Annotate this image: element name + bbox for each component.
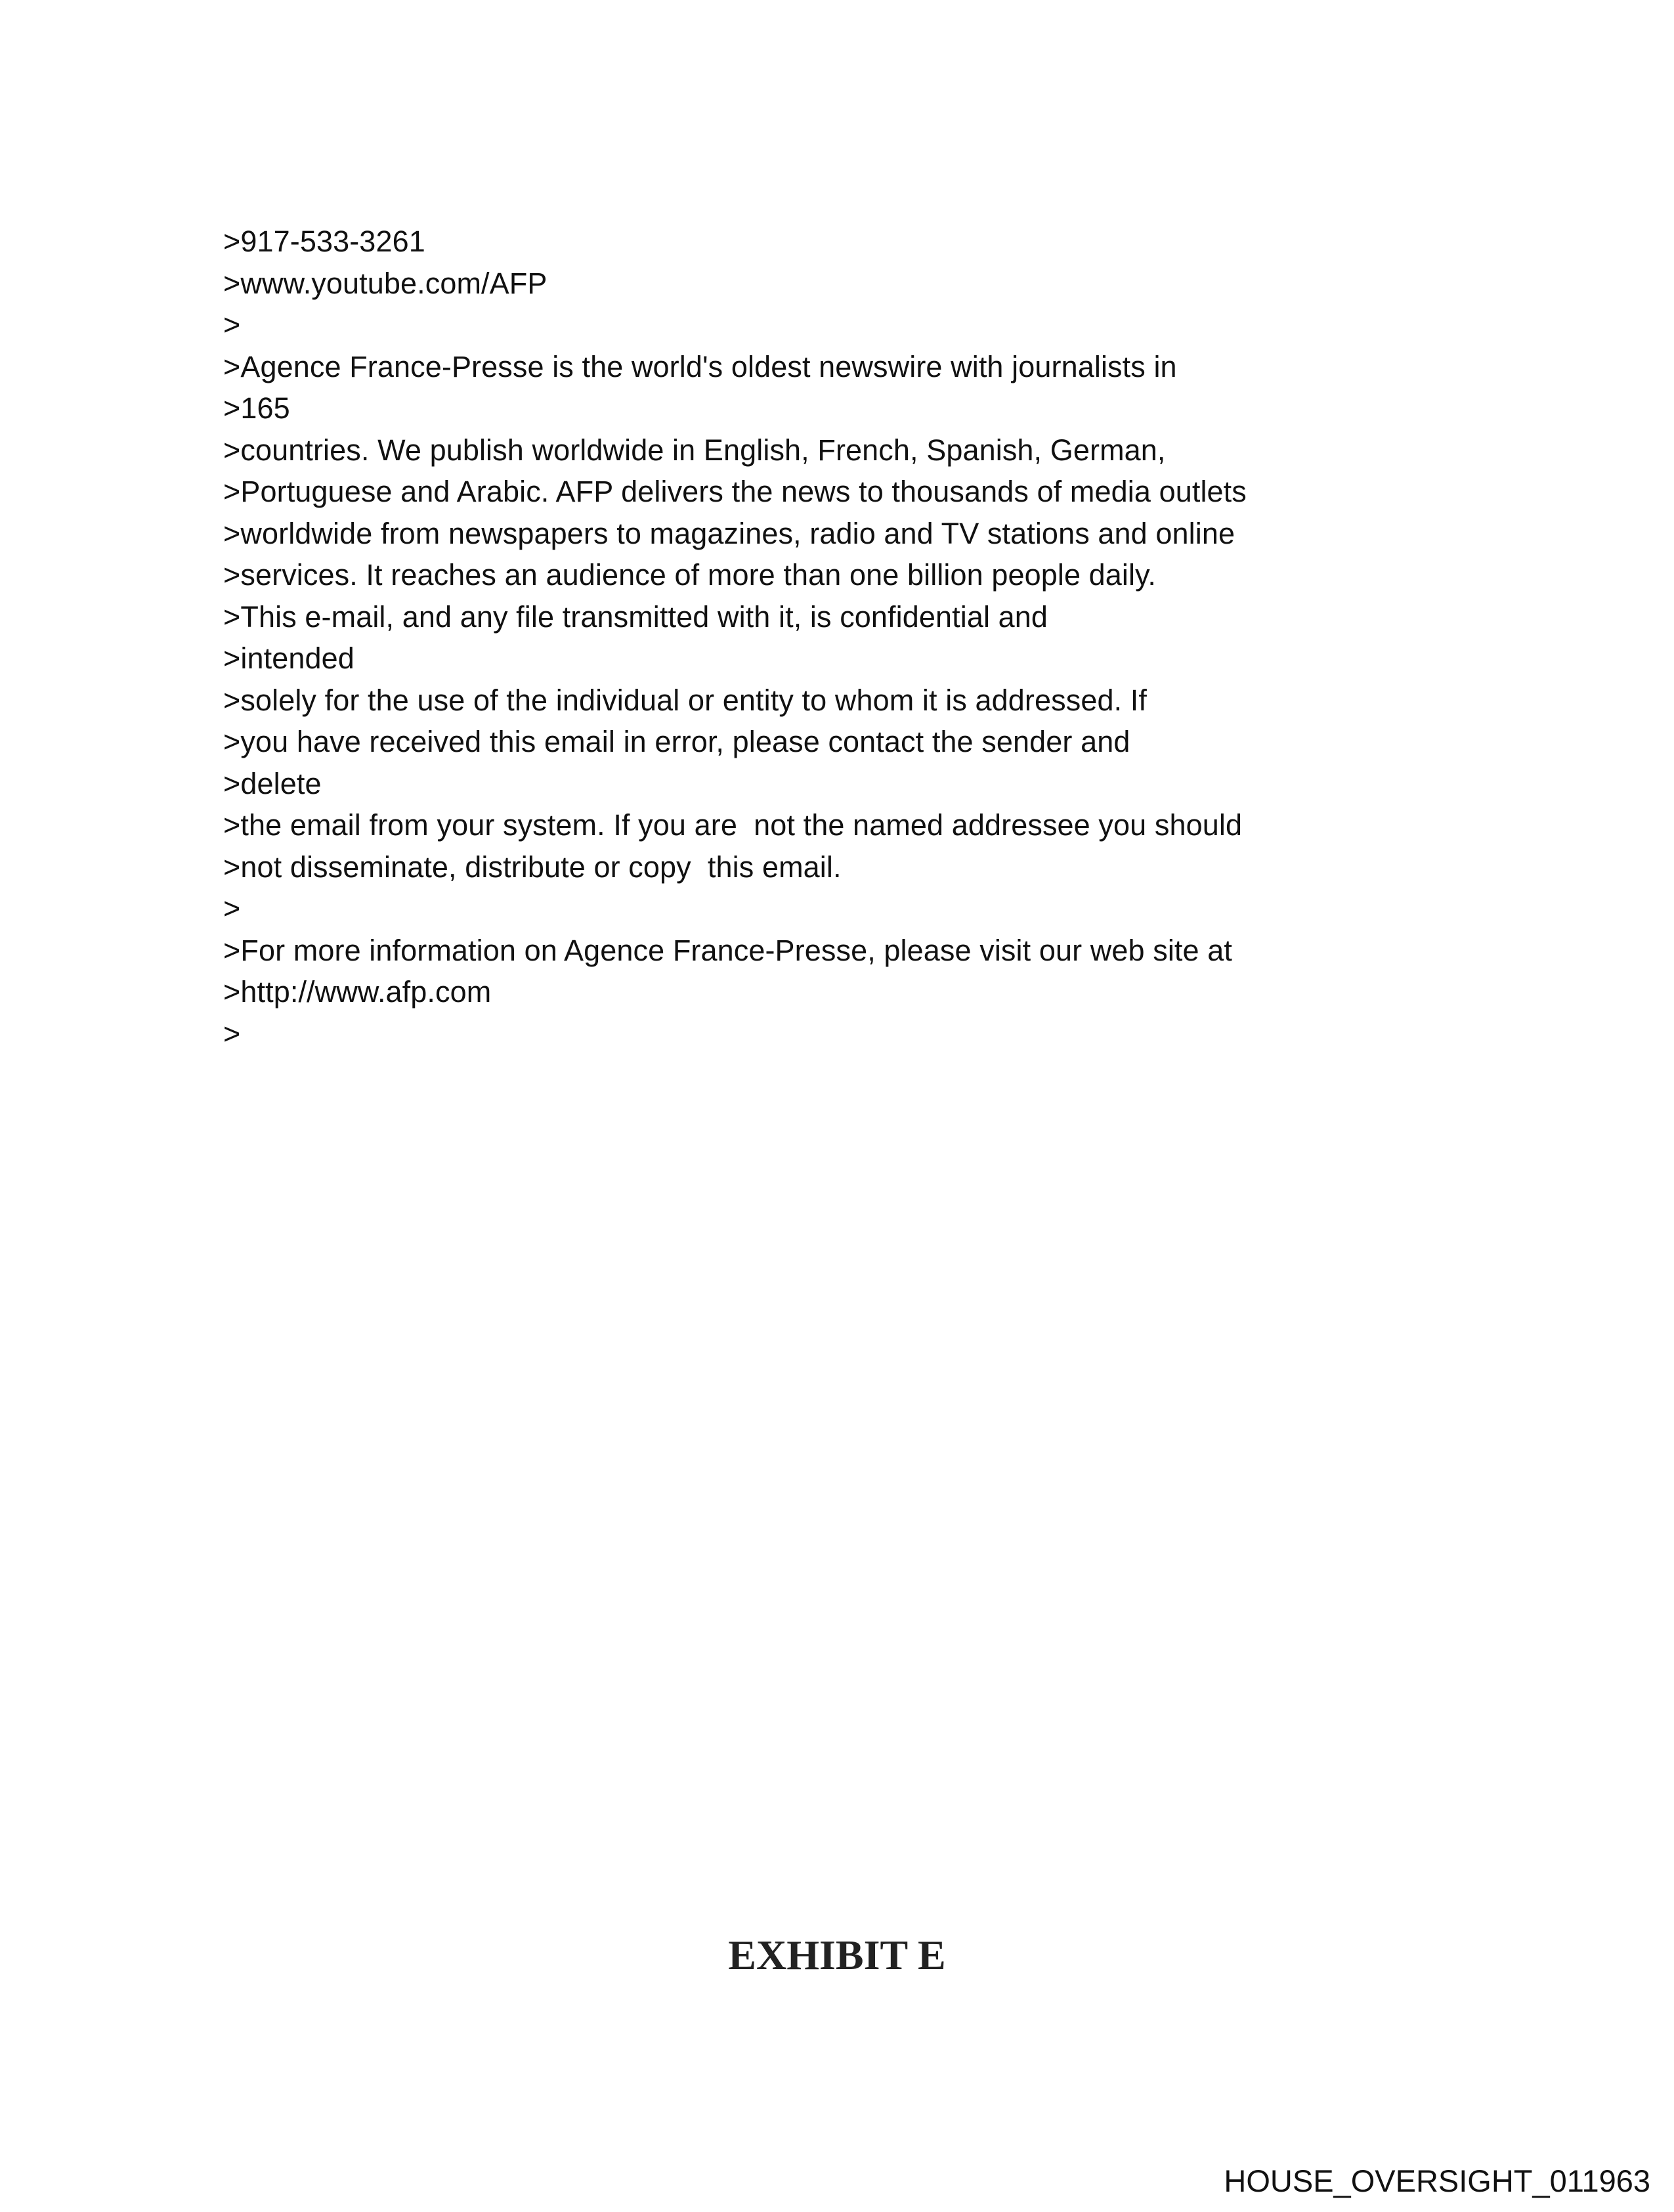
email-line-phone: >917-533-3261 [223,225,425,258]
email-quoted-body [223,221,1405,1054]
email-line: >Agence France-Presse is the world's oldest newswire with journalists in [223,349,1177,383]
email-line-disclaimer: >not disseminate, distribute or copy this email. [223,850,842,884]
email-line-blank: > [223,1016,241,1051]
email-line-disclaimer: >This e-mail, and any file transmitted with it, is confidential and [223,599,1048,634]
bates-number: HOUSE_OVERSIGHT_011963 [1224,2163,1650,2198]
email-line-disclaimer: >delete [223,766,322,800]
exhibit-label: EXHIBIT E [728,1932,946,1978]
email-line-blank: > [223,892,241,925]
email-line-disclaimer: >you have received this email in error, please contact the sender and [223,725,1130,758]
email-line: >countries. We publish worldwide in English, French, Spanish, German, [223,433,1166,467]
email-line-disclaimer: >the email from your system. If you are not the named addressee you should [223,808,1243,842]
email-line: >worldwide from newspapers to magazines, radio and TV stations and online [223,516,1235,550]
email-line-disclaimer: >intended [223,641,354,675]
email-line: >For more information on Agence France-Presse, please visit our web site at [223,933,1232,967]
email-line-blank: > [223,308,241,341]
email-line-youtube: >www.youtube.com/AFP [223,266,547,300]
email-line: >165 [223,391,290,425]
email-line: >Portuguese and Arabic. AFP delivers the news to thousands of media outlets [223,475,1247,508]
email-line: >services. It reaches an audience of more than one billion people daily. [223,558,1156,592]
email-line-website: >http://www.afp.com [223,975,492,1008]
email-line-disclaimer: >solely for the use of the individual or entity to whom it is addressed. If [223,683,1147,717]
